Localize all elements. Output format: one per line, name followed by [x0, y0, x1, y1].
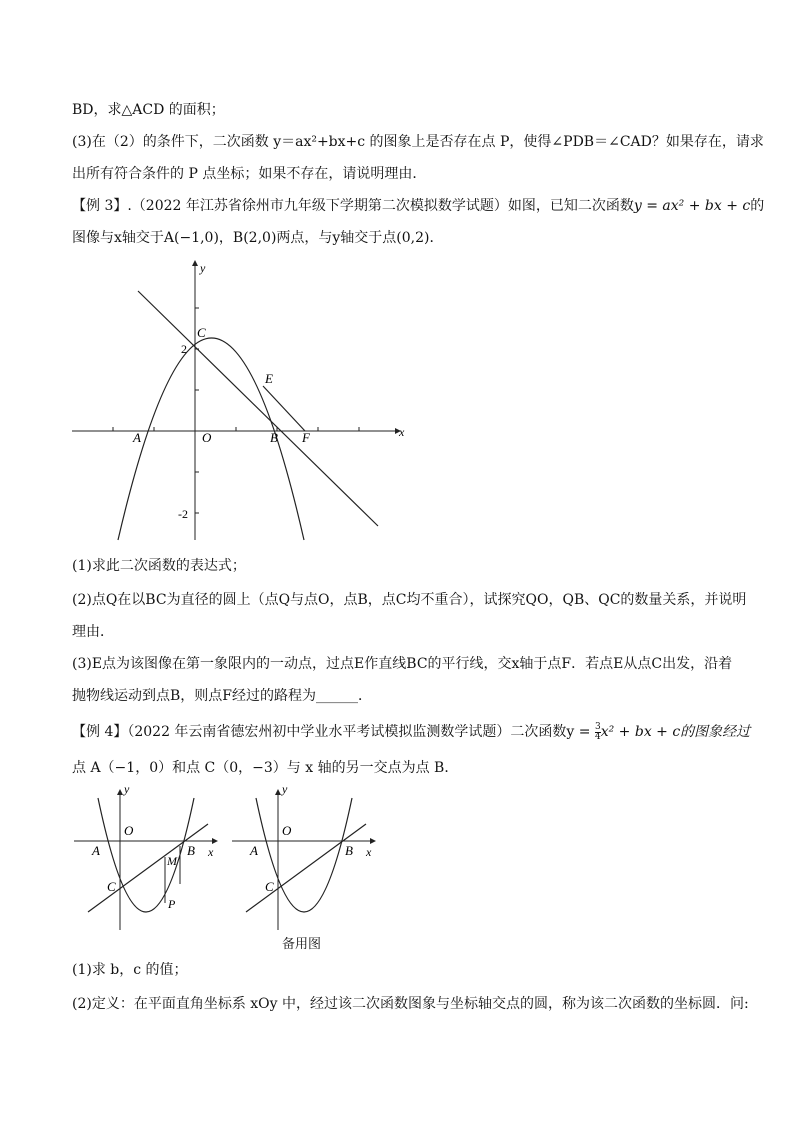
label-b: B [270, 430, 278, 445]
y-axis-arrow [117, 789, 123, 795]
label-o: O [282, 823, 292, 838]
label-x: x [208, 845, 214, 859]
question-1: (1)求 b，c 的值； [72, 962, 188, 978]
label-x: x [399, 425, 405, 439]
label-f: F [302, 430, 310, 445]
label-c: C [107, 879, 116, 894]
parabola [256, 798, 352, 912]
y-axis-arrow [275, 789, 281, 795]
label-b: B [187, 843, 195, 858]
label-a: A [250, 843, 258, 858]
question-3-cont: 抛物线运动到点B，则点F经过的路程为______． [72, 688, 373, 704]
line-bc [138, 291, 378, 526]
figure-example-4-main [70, 784, 220, 934]
label-a: A [133, 430, 141, 445]
figure-caption: 备用图 [282, 937, 322, 952]
example-3-header [72, 196, 764, 216]
figure-example-3 [68, 256, 413, 546]
label-y: y [282, 784, 288, 796]
example-4-header [72, 722, 750, 742]
label-c: C [265, 879, 274, 894]
question-2-cont: 理由． [72, 624, 114, 640]
figure-example-4-spare [228, 784, 383, 934]
text-line: 出所有符合条件的 P 点坐标；如果不存在，请说明理由． [72, 166, 427, 182]
text-line: BD，求△ACD 的面积； [72, 102, 225, 118]
label-b: B [345, 843, 353, 858]
tick-marks [113, 308, 359, 513]
y-axis-arrow [192, 260, 198, 266]
formula: y = ax² + bx + c [633, 198, 751, 214]
line-bc [246, 824, 366, 912]
text-span: 【例 4】（2022 年云南省德宏州初中学业水平考试模拟监测数学试题）二次函数y = [72, 724, 591, 740]
question-3: (3)E点为该图像在第一象限内的一动点，过点E作直线BC的平行线，交x轴于点F．若点E从点C出发，沿着 [72, 656, 733, 672]
x-axis-arrow [370, 838, 376, 844]
label-y: y [200, 261, 206, 275]
formula: x² + bx + c的图象经过 [600, 724, 751, 740]
label-o: O [124, 823, 134, 838]
label-y: y [124, 784, 130, 796]
label-m: M [167, 854, 177, 868]
question-2: (2)点Q在以BC为直径的圆上（点Q与点O，点B，点C均不重合），试探究QO，QB、QC的数量关系，并说明 [72, 592, 747, 608]
question-1: (1)求此二次函数的表达式； [72, 558, 246, 574]
text-span: 【例 3】.（2022 年江苏省徐州市九年级下学期第二次模拟数学试题）如图，已知二次函数 [72, 198, 634, 214]
label-a: A [92, 843, 100, 858]
text-span: 的 [750, 198, 765, 214]
numerator: 3 [594, 721, 601, 732]
question-2: (2)定义：在平面直角坐标系 xOy 中，经过该二次函数图象与坐标轴交点的圆，称为该二次函数的坐标圆．问: [72, 996, 749, 1012]
label-c: C [197, 325, 206, 340]
line-bc [88, 824, 208, 912]
text-line: (3)在（2）的条件下，二次函数 y＝ax²+bx+c 的图象上是否存在点 P，使得∠PDB＝∠CAD？如果存在，请求 [72, 134, 764, 150]
text-line: 点 A（−1，0）和点 C（0，−3）与 x 轴的另一交点为点 B． [72, 760, 459, 776]
label-o: O [202, 430, 212, 445]
label-two: 2 [181, 342, 187, 356]
line-ef [263, 386, 305, 431]
label-x: x [366, 845, 372, 859]
label-e: E [265, 371, 273, 386]
text-line: 图像与x轴交于A(−1,0)，B(2,0)两点，与y轴交于点(0,2)． [72, 230, 444, 246]
label-neg-two: -2 [178, 507, 188, 521]
x-axis-arrow [212, 838, 218, 844]
label-p: P [168, 897, 176, 911]
denominator: 4 [594, 731, 601, 742]
